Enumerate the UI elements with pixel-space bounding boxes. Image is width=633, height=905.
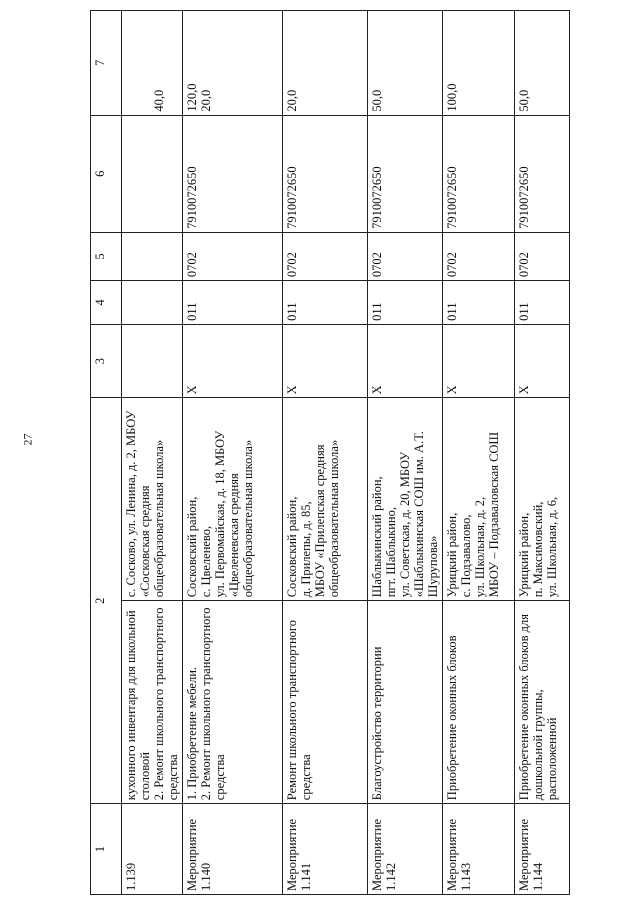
row-col5: 0702 [515, 232, 570, 280]
row-col6: 7910072650 [183, 115, 283, 232]
header-cell-4: 4 [91, 281, 122, 325]
row-id: Мероприятие 1.143 [443, 804, 515, 895]
row-col4: 011 [183, 281, 283, 325]
row-id: Мероприятие 1.141 [283, 804, 368, 895]
row-description: Ремонт школьного транспортного средства [283, 601, 368, 804]
row-col3: X [283, 324, 368, 398]
row-col6: 7910072650 [283, 115, 368, 232]
row-col5 [122, 232, 183, 280]
header-cell-7: 7 [91, 11, 122, 116]
row-col3 [122, 324, 183, 398]
row-description: Благоустройство территории [368, 601, 443, 804]
row-col3: X [368, 324, 443, 398]
row-col4: 011 [368, 281, 443, 325]
rotated-document [90, 10, 590, 895]
row-col6: 7910072650 [368, 115, 443, 232]
row-location: Шаблыкинский район, пгт. Шаблыкино, ул. Советская, д. 20, МБОУ «Шаблыкинская СОШ им. А.Т. Шурупова» [368, 398, 443, 601]
row-col6: 7910072650 [443, 115, 515, 232]
row-col4: 011 [515, 281, 570, 325]
header-cell-5: 5 [91, 232, 122, 280]
row-col5: 0702 [443, 232, 515, 280]
row-col6 [122, 115, 183, 232]
row-col7: 20,0 [283, 11, 368, 116]
row-location: Сосковский район, д. Прилепы, д. 85, МБОУ «Прилепская средняя общеобразовательная школа» [283, 398, 368, 601]
header-row [91, 11, 122, 895]
header-cell-3: 3 [91, 324, 122, 398]
row-location: Урицкий район, п. Максимовский, ул. Школьная, д. 6, [515, 398, 570, 601]
row-id: Мероприятие 1.144 [515, 804, 570, 895]
row-col7: 120,0 20,0 [183, 11, 283, 116]
row-col4 [122, 281, 183, 325]
row-col3: X [515, 324, 570, 398]
row-location: Урицкий район, с. Подзавалово, ул. Школьная, д. 2, МБОУ – Подзаваловская СОШ [443, 398, 515, 601]
row-description: Приобретение оконных блоков [443, 601, 515, 804]
row-col7: 50,0 [515, 11, 570, 116]
row-col5: 0702 [368, 232, 443, 280]
table-row [122, 11, 183, 895]
row-description: кухонного инвентаря для школьной столовой 2. Ремонт школьного транспортного средства [122, 601, 183, 804]
table-row [443, 11, 515, 895]
header-cell-2: 2 [91, 398, 122, 804]
row-col7: 100,0 [443, 11, 515, 116]
table-row [368, 11, 443, 895]
row-id: 1.139 [122, 804, 183, 895]
table-row [515, 11, 570, 895]
page-number: 27 [20, 433, 35, 446]
row-description: Приобретение оконных блоков для дошкольной группы, расположенной [515, 601, 570, 804]
row-col4: 011 [283, 281, 368, 325]
row-id: Мероприятие 1.140 [183, 804, 283, 895]
row-location: Сосковский район, с. Цвеленево, ул. Первомайская, д. 18, МБОУ «Цвеленевская средняя общеобразовательная школа» [183, 398, 283, 601]
row-col7: 40,0 [122, 11, 183, 116]
header-cell-1: 1 [91, 804, 122, 895]
budget-table [90, 10, 570, 895]
row-id: Мероприятие 1.142 [368, 804, 443, 895]
row-description: 1. Приобретение мебели. 2. Ремонт школьного транспортного средства [183, 601, 283, 804]
row-col4: 011 [443, 281, 515, 325]
row-col6: 7910072650 [515, 115, 570, 232]
row-col3: X [183, 324, 283, 398]
table-row [183, 11, 283, 895]
header-cell-6: 6 [91, 115, 122, 232]
row-col7: 50,0 [368, 11, 443, 116]
row-col3: X [443, 324, 515, 398]
row-col5: 0702 [183, 232, 283, 280]
table-row [283, 11, 368, 895]
row-location: с. Сосково, ул. Ленина, д. 2, МБОУ «Сосковская средняя общеобразовательная школа» [122, 398, 183, 601]
row-col5: 0702 [283, 232, 368, 280]
